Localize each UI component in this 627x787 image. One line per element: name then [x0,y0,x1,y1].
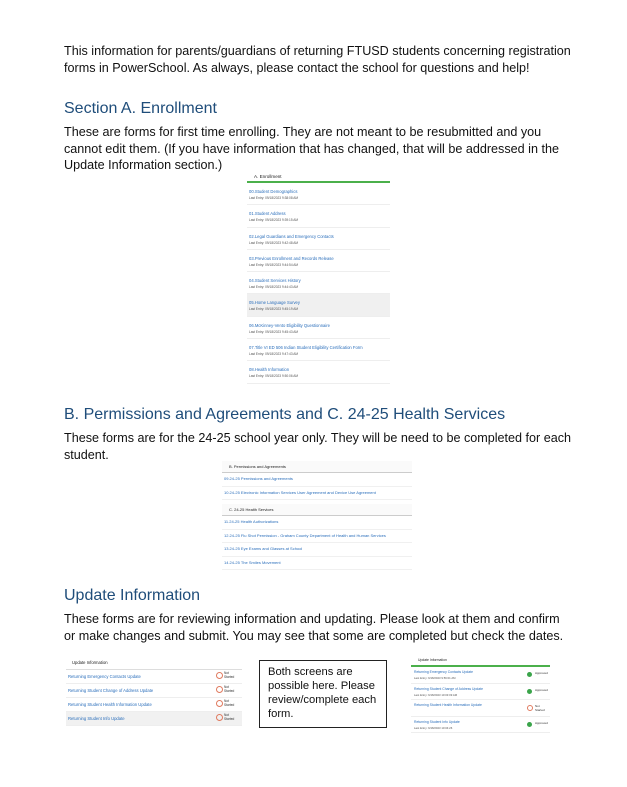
health-item-link[interactable]: 12.24-25 Flu Shot Permission - Graham County Department of Health and Human Services [222,530,412,544]
update-panel-title: Update Information [66,657,242,670]
enrollment-item[interactable] [247,183,390,205]
update-item-status: Approved [535,687,548,692]
enrollment-item[interactable] [247,361,390,383]
enrollment-item[interactable] [247,339,390,361]
update-item[interactable] [66,712,242,726]
intro-paragraph: This information for parents/guardians of returning FTUSD students concerning registration forms in PowerSchool. As always, please contact the school for questions and help! [64,44,571,75]
enrollment-item-date: Last Entry: 09/18/2023 9:50:06 AM [249,374,299,379]
update-item-status: Approved [535,671,548,675]
not-started-icon [216,686,223,693]
enrollment-item-link[interactable]: 03.Previous Enrollment and Records Release [249,255,334,261]
enrollment-item-date: Last Entry: 09/18/2023 9:39:15 AM [249,218,299,223]
permissions-item-link[interactable]: 09.24-25 Permissions and Agreements [222,473,412,487]
update-item-date: Last Entry: 9/18/2023 10:04:26 [414,725,453,730]
update-item-date: Last Entry: 9/18/2023 10:03:09 AM [414,692,458,697]
enrollment-item[interactable] [247,250,390,272]
section-a-heading: Section A. Enrollment [64,100,217,117]
update-item[interactable] [66,670,242,684]
update-item-link[interactable]: Returning Student Info Update [414,719,460,724]
update-item-link[interactable]: Returning Student Change of Address Update [68,688,154,693]
enrollment-item-date: Last Entry: 09/18/2023 9:44:43 AM [249,285,299,290]
update-item-link[interactable]: Returning Student Health Information Update [68,702,152,707]
enrollment-item-link[interactable]: 05.Home Language Survey [249,300,300,306]
section-b-text: These forms are for the 24-25 school year only. They will be need to be completed for each student. [64,431,572,462]
enrollment-item-link[interactable]: 02.Legal Guardians and Emergency Contacts [249,233,334,239]
not-started-icon [527,705,533,711]
enrollment-item-date: Last Entry: 09/18/2023 9:45:19 AM [249,307,299,312]
update-item-status: Not Started [224,671,235,679]
update-item[interactable] [411,684,550,701]
update-item-status: Not Started [224,699,235,707]
health-services-group-title: C. 24-25 Health Services [222,504,412,516]
enrollment-panel [247,172,390,378]
update-item[interactable] [411,667,550,684]
approved-icon [527,672,532,677]
not-started-icon [216,700,223,707]
not-started-icon [216,672,223,679]
update-item-link[interactable]: Returning Emergency Contacts Update [414,670,473,674]
permissions-panel [222,461,412,563]
update-item[interactable] [66,698,242,712]
update-text: These forms are for reviewing information and updating. Please look at them and confirm or make changes and submit. You may see that some are completed but check the dates. [64,612,564,643]
update-item-status: Approved [535,720,548,725]
update-item[interactable] [411,700,550,717]
enrollment-item[interactable] [247,228,390,250]
enrollment-item-link[interactable]: 08.Health Information [249,367,290,373]
update-panel-approved [411,656,550,728]
update-item-status: Not Started [224,685,235,693]
callout-box: Both screens are possible here. Please review/complete each form. [259,660,387,728]
health-item-link[interactable]: 14.24-25 The Smiles Movement [222,557,412,571]
enrollment-item-date: Last Entry: 09/18/2023 9:42:48 AM [249,240,299,245]
enrollment-item[interactable] [247,205,390,227]
approved-icon [527,689,532,694]
update-heading: Update Information [64,587,201,604]
enrollment-item[interactable] [247,317,390,339]
update-panel-not-started [66,657,242,725]
update-item-link[interactable]: Returning Student Info Update [68,716,125,721]
enrollment-item-link[interactable]: 06.McKinney-Vento Eligibility Questionnaire [249,322,331,328]
permissions-group-title: B. Permissions and Agreements [222,461,412,473]
enrollment-panel-title: A. Enrollment [247,172,390,183]
permissions-item-link[interactable]: 10.24-25 Electronic Information Services User Agreement and Device Use Agreement [222,487,412,501]
enrollment-item-link[interactable]: 07.Title VI ED 506 Indian Student Eligibility Certification Form [249,345,363,351]
not-started-icon [216,714,223,721]
enrollment-item[interactable] [247,272,390,294]
update-item-link[interactable]: Returning Student Health Information Update [414,703,482,707]
section-b-heading: B. Permissions and Agreements and C. 24-25 Health Services [64,406,506,423]
enrollment-item-date: Last Entry: 09/18/2023 9:38:08 AM [249,196,299,200]
update-item-date: Last Entry: 9/18/2023 9:56:01 AM [414,676,456,680]
enrollment-item[interactable] [247,294,390,316]
update-panel-title: Update Information [411,656,550,667]
enrollment-item-date: Last Entry: 09/18/2023 9:45:43 AM [249,329,299,334]
enrollment-item-link[interactable]: 04.Student Services History [249,278,301,284]
enrollment-item-date: Last Entry: 09/18/2023 9:44:54 AM [249,262,299,267]
update-item-status: Not Started [224,713,235,721]
update-item-link[interactable]: Returning Emergency Contacts Update [68,674,141,679]
approved-icon [527,722,532,727]
health-item-link[interactable]: 11.24-25 Health Authorizations [222,516,412,530]
enrollment-item-date: Last Entry: 09/18/2023 9:47:43 AM [249,352,299,357]
update-item-link[interactable]: Returning Student Change of Address Update [414,686,483,691]
section-a-text: These are forms for first time enrolling. They are not meant to be resubmitted and you cannot edit them. (If you have information that has changed, that will be addressed in the Update Information section.) [64,125,559,172]
enrollment-item-link[interactable]: 01.Student Address [249,211,286,217]
update-item[interactable] [411,717,550,734]
health-item-link[interactable]: 13.24-25 Eye Exams and Glasses at School [222,543,412,557]
enrollment-item-link[interactable]: 00.Student Demographics [249,189,298,194]
update-item[interactable] [66,684,242,698]
update-item-status: Not Started [535,704,545,712]
